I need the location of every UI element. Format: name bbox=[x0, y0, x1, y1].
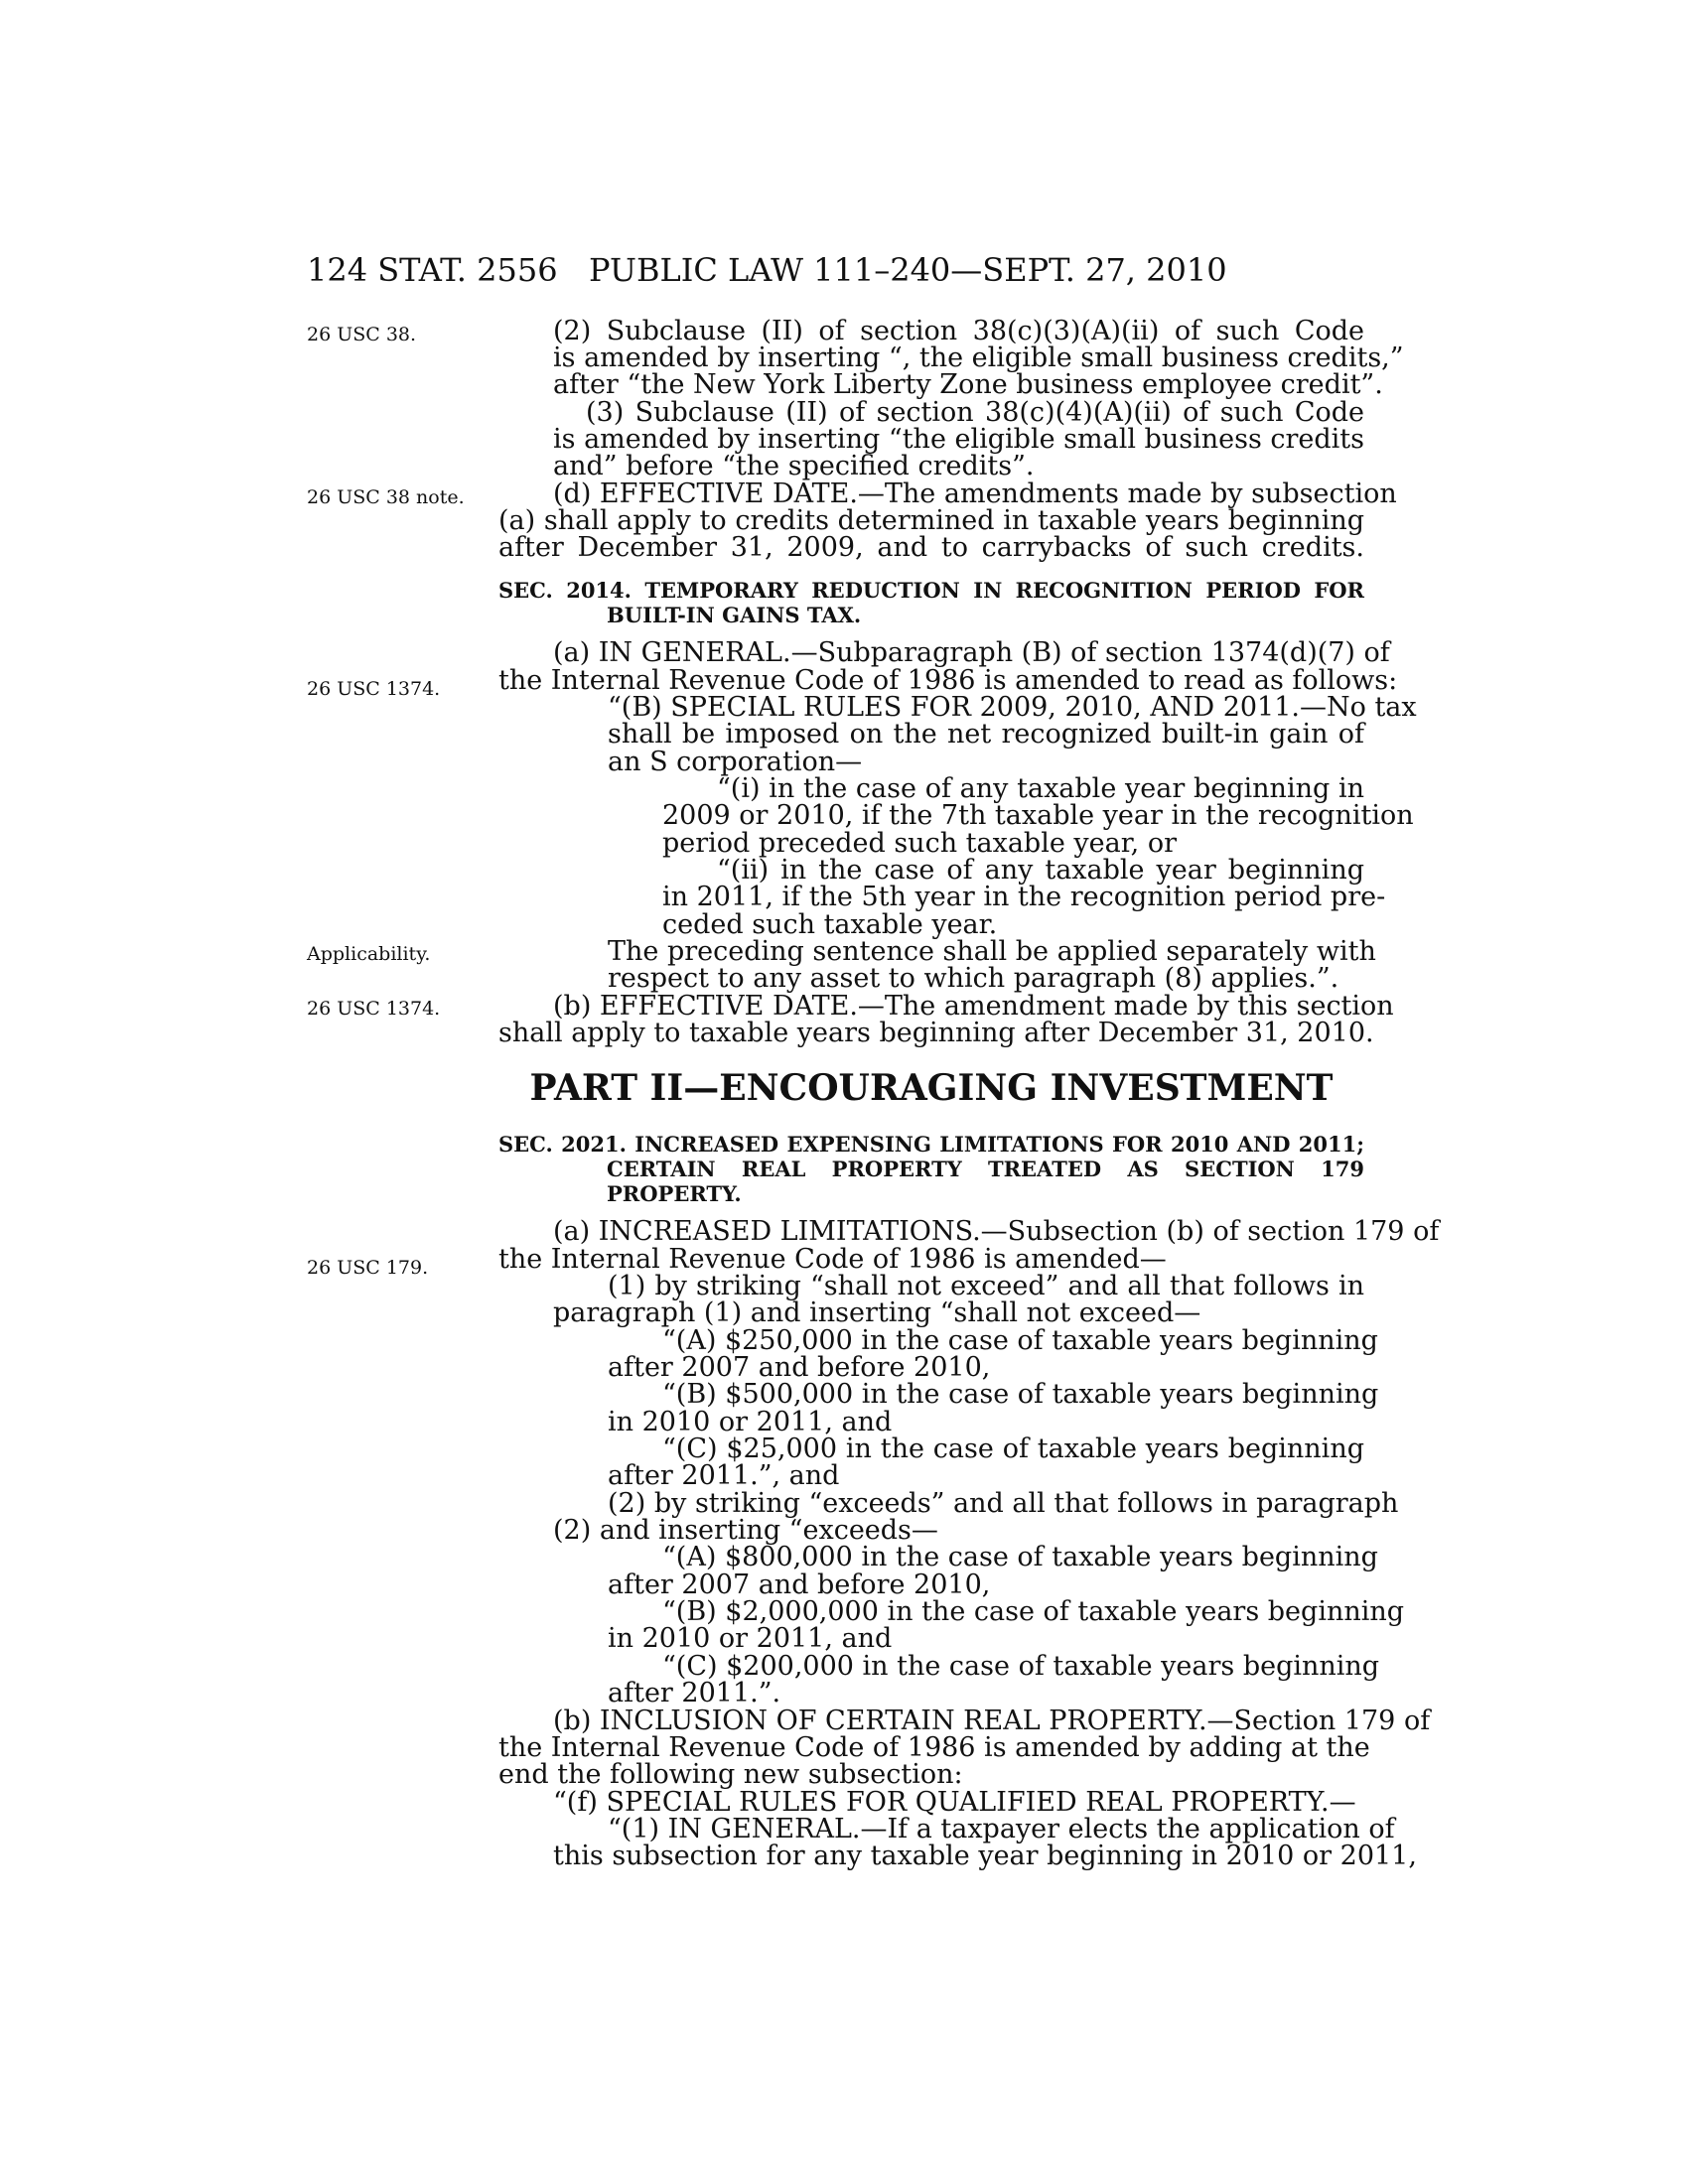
text-line: period preceded such taxable year, or bbox=[662, 828, 1178, 859]
text-line: “(f) SPECIAL RULES FOR QUALIFIED REAL PROPERTY.— bbox=[553, 1787, 1356, 1818]
text-line: after December 31, 2009, and to carrybacks of such credits. bbox=[498, 532, 1364, 563]
text-line: end the following new subsection: bbox=[498, 1759, 963, 1790]
text-line: shall be imposed on the net recognized built-in gain of bbox=[608, 719, 1364, 750]
section-heading: SEC. 2021. INCREASED EXPENSING LIMITATIONS FOR 2010 AND 2011; bbox=[498, 1132, 1364, 1157]
text-line: (a) shall apply to credits determined in taxable years beginning bbox=[498, 505, 1364, 536]
text-line: (b) INCLUSION OF CERTAIN REAL PROPERTY.—Section 179 of bbox=[553, 1706, 1431, 1736]
text-line: the Internal Revenue Code of 1986 is amended by adding at the bbox=[498, 1732, 1370, 1763]
margin-note: Applicability. bbox=[307, 943, 431, 965]
text-line: “(A) $800,000 in the case of taxable years beginning bbox=[662, 1542, 1378, 1572]
margin-note: 26 USC 179. bbox=[307, 1257, 429, 1279]
text-line: (b) EFFECTIVE DATE.—The amendment made by this section bbox=[553, 991, 1394, 1022]
text-line: (1) by striking “shall not exceed” and all that follows in bbox=[608, 1271, 1364, 1301]
text-line: “(C) $200,000 in the case of taxable years beginning bbox=[662, 1651, 1380, 1682]
text-line: (2) by striking “exceeds” and all that follows in paragraph bbox=[608, 1488, 1399, 1519]
text-line: “(ii) in the case of any taxable year beginning bbox=[717, 855, 1364, 886]
stat-page-number: 124 STAT. 2556 bbox=[307, 251, 558, 289]
running-head: PUBLIC LAW 111–240—SEPT. 27, 2010 bbox=[589, 251, 1227, 289]
text-line: (d) EFFECTIVE DATE.—The amendments made by subsection bbox=[553, 478, 1397, 509]
text-line: (a) INCREASED LIMITATIONS.—Subsection (b) of section 179 of bbox=[553, 1216, 1440, 1247]
text-line: and” before “the specified credits”. bbox=[553, 451, 1035, 481]
text-line: in 2010 or 2011, and bbox=[608, 1623, 893, 1654]
text-line: after 2011.”, and bbox=[608, 1460, 840, 1491]
margin-note: 26 USC 1374. bbox=[307, 678, 441, 700]
text-line: this subsection for any taxable year beginning in 2010 or 2011, bbox=[553, 1841, 1417, 1871]
text-line: after “the New York Liberty Zone business employee credit”. bbox=[553, 369, 1383, 400]
section-heading: SEC. 2014. TEMPORARY REDUCTION IN RECOGNITION PERIOD FOR bbox=[498, 578, 1364, 603]
text-line: in 2011, if the 5th year in the recognition period pre- bbox=[662, 882, 1386, 912]
section-heading: BUILT-IN GAINS TAX. bbox=[607, 603, 862, 627]
text-line: the Internal Revenue Code of 1986 is amended to read as follows: bbox=[498, 665, 1398, 696]
section-heading: CERTAIN REAL PROPERTY TREATED AS SECTION 179 bbox=[607, 1157, 1364, 1181]
text-line: after 2007 and before 2010, bbox=[608, 1352, 991, 1383]
text-line: an S corporation— bbox=[608, 747, 863, 777]
text-line: paragraph (1) and inserting “shall not exceed— bbox=[553, 1297, 1201, 1328]
part-heading: PART II—ENCOURAGING INVESTMENT bbox=[529, 1067, 1334, 1109]
text-line: is amended by inserting “the eligible small business credits bbox=[553, 424, 1365, 455]
text-line: (3) Subclause (II) of section 38(c)(4)(A)(ii) of such Code bbox=[586, 397, 1364, 428]
text-line: “(i) in the case of any taxable year beginning in bbox=[717, 773, 1364, 804]
text-line: the Internal Revenue Code of 1986 is amended— bbox=[498, 1244, 1167, 1275]
text-line: “(C) $25,000 in the case of taxable years beginning bbox=[662, 1433, 1364, 1464]
text-line: after 2007 and before 2010, bbox=[608, 1570, 991, 1600]
text-line: The preceding sentence shall be applied separately with bbox=[608, 936, 1376, 967]
text-line: “(B) $2,000,000 in the case of taxable years beginning bbox=[662, 1596, 1405, 1627]
text-line: (a) IN GENERAL.—Subparagraph (B) of section 1374(d)(7) of bbox=[553, 637, 1390, 668]
section-heading: PROPERTY. bbox=[607, 1181, 742, 1206]
text-line: “(1) IN GENERAL.—If a taxpayer elects the application of bbox=[608, 1814, 1395, 1844]
text-line: “(B) $500,000 in the case of taxable years beginning bbox=[662, 1379, 1379, 1410]
margin-note: 26 USC 38 note. bbox=[307, 486, 465, 508]
text-line: ceded such taxable year. bbox=[662, 909, 998, 940]
text-line: respect to any asset to which paragraph (8) applies.”. bbox=[608, 963, 1339, 994]
text-line: after 2011.”. bbox=[608, 1678, 781, 1708]
text-line: in 2010 or 2011, and bbox=[608, 1407, 893, 1437]
text-line: shall apply to taxable years beginning after December 31, 2010. bbox=[498, 1018, 1374, 1048]
text-line: “(B) SPECIAL RULES FOR 2009, 2010, AND 2011.—No tax bbox=[608, 692, 1417, 723]
margin-note: 26 USC 38. bbox=[307, 324, 417, 345]
text-line: (2) and inserting “exceeds— bbox=[553, 1515, 938, 1546]
text-line: 2009 or 2010, if the 7th taxable year in the recognition bbox=[662, 800, 1414, 831]
text-line: (2) Subclause (II) of section 38(c)(3)(A)(ii) of such Code bbox=[553, 316, 1364, 346]
text-line: “(A) $250,000 in the case of taxable years beginning bbox=[662, 1325, 1378, 1356]
text-line: is amended by inserting “, the eligible small business credits,” bbox=[553, 342, 1404, 373]
margin-note: 26 USC 1374. bbox=[307, 998, 441, 1020]
